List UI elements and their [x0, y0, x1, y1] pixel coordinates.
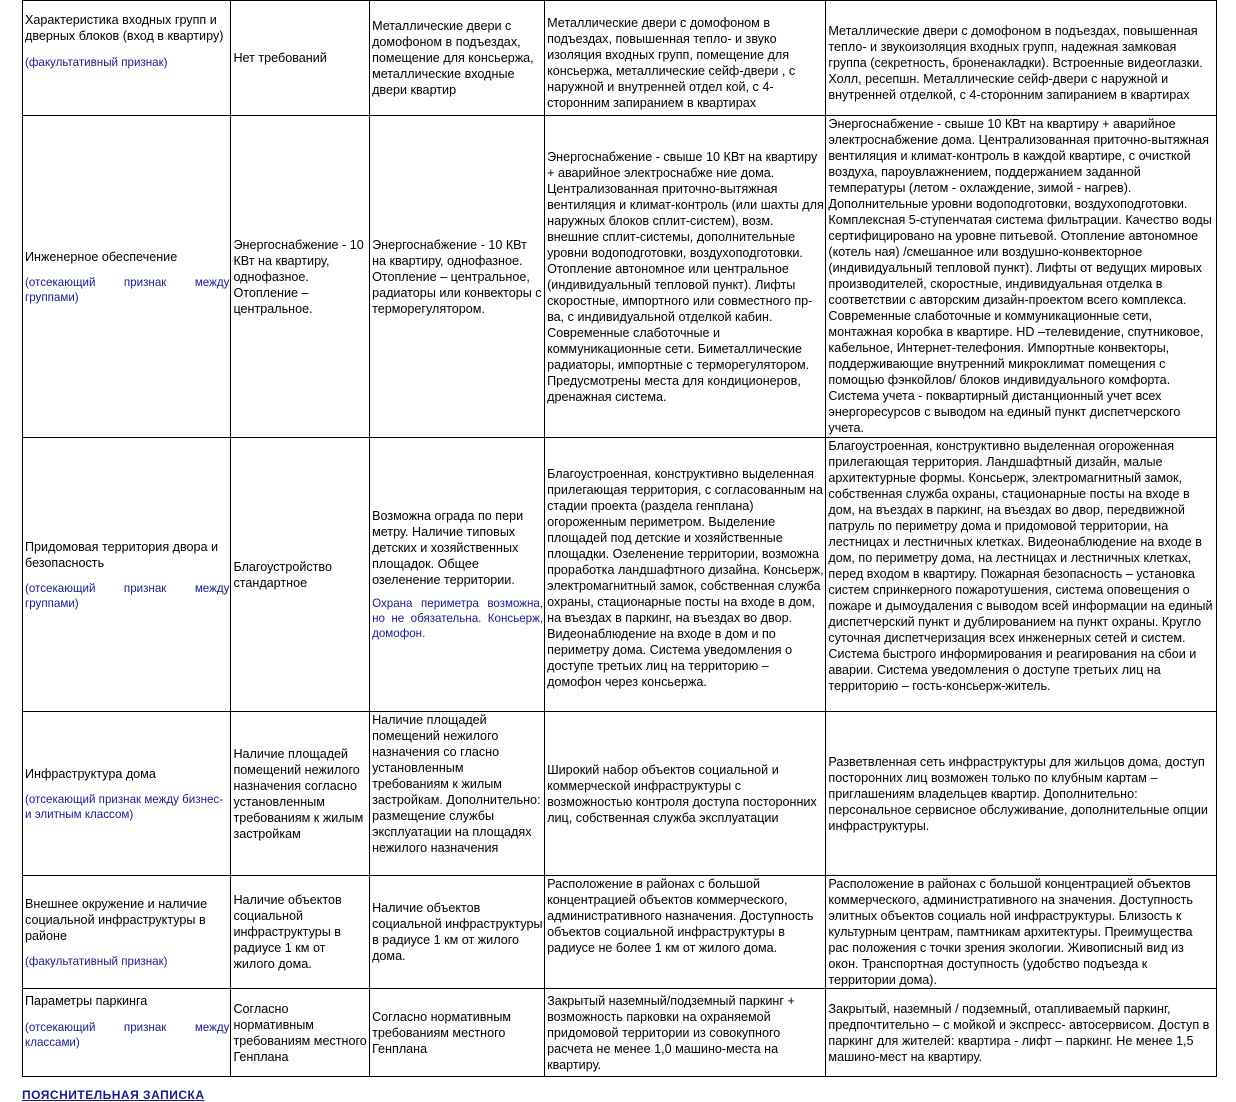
- table-row-entrance-groups: [23, 1, 1217, 116]
- criterion-label: Инфраструктура дома: [25, 766, 156, 781]
- business-class-cell: Энергоснабжение - свыше 10 КВт на квартиру + аварийное электроснабже ние дома. Централизованная приточно-вытяжная вентиляция и климат-контроль (или шахты для наружных блоков сплит-систем), возм. внешние сплит-системы, дополнительные уровни водоподготовки, воздухоподготовки. Отопление автономное или центральное (индивидуальный тепловой пункт). Лифты скоростные, импортного или совместного пр-ва, с индивидуальной отделкой кабин. Современные слаботочные и коммуникационные сети. Биметаллические радиаторы, импортные с терморегулятором. Предусмотрены места для кондиционеров, дренажная система.: [545, 116, 826, 438]
- elite-class-cell: Расположение в районах с большой концентрацией объектов коммерческого, административного на значения. Доступность элитных объектов социаль ной инфраструктуры. Близость к культурным центрам, памтникам архитектуры. Преимущества рас положения с точки зрения экологии. Живописный вид из окон. Транспортная доступность (удобство подъезда к территории дома).: [826, 876, 1217, 989]
- business-class-cell: Широкий набор объектов социальной и коммерческой инфраструктуры с возможностью контроля доступа посторонних лиц, собственная служба эксплуатации: [545, 712, 826, 876]
- table-row-courtyard-security: [23, 438, 1217, 712]
- economy-class-cell: Наличие площадей помещений нежилого назначения согласно установленным требованиям к жилым застройкам: [231, 712, 370, 876]
- comfort-class-cell: Наличие объектов социальной инфраструктуры в радиусе 1 км от жилого дома.: [370, 876, 545, 989]
- criterion-cell: [23, 1, 231, 116]
- economy-class-cell: Благоустройство стандартное: [231, 438, 370, 712]
- business-class-cell: Металлические двери с домофоном в подъездах, повышенная тепло- и звуко изоляция входных групп, помещение для консьержа, металлические сейф-двери , с наружной и внутренней отдел кой, с 4-сторонним запиранием в квартирах: [545, 1, 826, 116]
- elite-class-cell: Благоустроенная, конструктивно выделенная огороженная прилегающая территория. Ландшафтный дизайн, малые архитектурные формы. Консьерж, электромагнитный замок, собственная служба охраны, стационарные посты на входе в дом, на въездах в паркинг, на въездах во двор, передвижной патруль по периметру дома и придомовой территории, на лестницах и лестничных клетках. Видеонаблюдение на входе в дом, по периметру дома, на лестницах и лестничных клетках, перед входом в квартиру. Пожарная безопасность – установка систем спринкерного пожаротушения, система оповещения о пожаре и дымоудаления с выводом всей информации на единый диспетчерский пункт и дублированием на пункт охраны. Кругло суточная диспетчеризация всех инженерных сетей и систем. Система быстрого информирования и реагирования на сбои и аварии. Система уведомления о доступе третьих лиц на территорию – гость-консьерж-житель.: [826, 438, 1217, 712]
- criterion-cell: [23, 438, 231, 712]
- comfort-class-note: Охрана периметра возможна, но не обязательна. Консьерж, домофон.: [372, 597, 544, 640]
- explanatory-note-link[interactable]: ПОЯСНИТЕЛЬНАЯ ЗАПИСКА: [22, 1088, 205, 1102]
- criterion-note: (отсекающий признак между бизнес- и элитным классом): [25, 792, 224, 821]
- criterion-cell: [23, 876, 231, 989]
- criterion-note: (отсекающий признак между классами): [25, 1021, 230, 1049]
- economy-class-cell: Энергоснабжение - 10 КВт на квартиру, однофазное. Отопление – центральное.: [231, 116, 370, 438]
- comfort-class-text: Возможна ограда по пери метру. Наличие типовых детских и хозяйственных площадок. Общее озеленение территории.: [372, 509, 524, 587]
- criterion-label: Внешнее окружение и наличие социальной инфраструктуры в районе: [25, 896, 208, 943]
- elite-class-cell: Разветвленная сеть инфраструктуры для жильцов дома, доступ посторонних лиц возможен только по клубным картам – приглашениям владельцев квартир. Дополнительно: персональное сервисное обслуживание, дополнительные опции инфраструктуры.: [826, 712, 1217, 876]
- criterion-cell: [23, 712, 231, 876]
- elite-class-cell: Закрытый, наземный / подземный, отапливаемый паркинг, предпочтительно – с мойкой и экспресс- автосервисом. Доступ в паркинг для жителей: квартира - лифт – паркинг. Не менее 1,5 машино-мест на квартиру.: [826, 989, 1217, 1077]
- comfort-class-cell: Наличие площадей помещений нежилого назначения со гласно установленным требованиям к жилым застройкам. Дополнительно: размещение службы эксплуатации на площадях нежилого назначения: [370, 712, 545, 876]
- criterion-label: Инженерное обеспечение: [25, 249, 178, 264]
- comfort-class-cell: Согласно нормативным требованиям местного Генплана: [370, 989, 545, 1077]
- criterion-note: (факультативный признак): [25, 56, 168, 69]
- comfort-class-cell: Металлические двери с домофоном в подъездах, помещение для консьержа, металлические входные двери квартир: [370, 1, 545, 116]
- criterion-label: Параметры паркинга: [25, 994, 148, 1008]
- criterion-note: (отсекающий признак между группами): [25, 581, 230, 610]
- table-row-house-infrastructure: [23, 712, 1217, 876]
- housing-class-criteria-table: [22, 0, 1217, 1077]
- criterion-note: (факультативный признак): [25, 954, 168, 968]
- business-class-cell: Закрытый наземный/подземный паркинг + возможность парковки на охраняемой придомовой территории из совокупного расчета не менее 1,0 машино-места на квартиру.: [545, 989, 826, 1077]
- economy-class-cell: Наличие объектов социальной инфраструктуры в радиусе 1 км от жилого дома.: [231, 876, 370, 989]
- business-class-cell: Расположение в районах с большой концентрацией объектов коммерческого, административного назначения. Доступность объектов социальной инфраструктуры в радиусе не более 1 км от жилого дома.: [545, 876, 826, 989]
- economy-class-cell: Согласно нормативным требованиям местного Генплана: [231, 989, 370, 1077]
- elite-class-cell: Энергоснабжение - свыше 10 КВт на квартиру + аварийное электроснабжение дома. Централизованная приточно-вытяжная вентиляция и климат-контроль в каждой квартире, с очисткой воздуха, пароувлажнением, поддержанием заданной температуры (летом - охлаждение, зимой - нагрев). Дополнительные уровни водоподготовки, воздухоподготовки. Комплексная 5-ступенчатая система фильтрации. Качество воды сертифицировано на уровне питьевой. Отопление автономное (котель ная) /смешанное или воздушно-конвекторное (индивидуальный тепловой пункт). Лифты от ведущих мировых производителей, скоростные, индивидуальная отделка в соответствии с авторским дизайн-проектом всего комплекса. Современные слаботочные и коммуникационные сети, монтажная коробка в квартире. HD –телевидение, спутниковое, кабельное, Интернет-телефония. Импортные конвекторы, поддерживающие внутренний микроклимат помещения с помощью фэнкойлов/ блоков индивидуального комфорта. Система учета - поквартирный дистанционный учет всех энергоресурсов с выводом на единый пункт диспетчерского учета.: [826, 116, 1217, 438]
- class-comparison-table-wrapper: [22, 0, 1217, 1077]
- table-row-engineering: [23, 116, 1217, 438]
- economy-class-cell: Нет требований: [231, 1, 370, 116]
- criterion-note: (отсекающий признак между группами): [25, 275, 230, 304]
- table-row-parking: [23, 989, 1217, 1077]
- comfort-class-cell: [370, 438, 545, 712]
- criterion-label: Придомовая территория двора и безопасность: [25, 539, 219, 570]
- criterion-cell: [23, 116, 231, 438]
- comfort-class-cell: Энергоснабжение - 10 КВт на квартиру, однофазное. Отопление – центральное, радиаторы или конвекторы с терморегулятором.: [370, 116, 545, 438]
- elite-class-cell: Металлические двери с домофоном в подъездах, повышенная тепло- и звукоизоляция входных групп, надежная замковая группа (секретность, броненакладки). Встроенные видеоглазки. Холл, ресепшн. Металлические сейф-двери с наружной и внутренней отделкой, с 4-сторонним запиранием в квартирах: [826, 1, 1217, 116]
- criterion-label: Характеристика входных групп и дверных блоков (вход в квартиру): [25, 13, 224, 43]
- business-class-cell: Благоустроенная, конструктивно выделенная прилегающая территория, с согласованным на стадии проекта (раздела генплана) огороженным периметром. Выделение площадей под детские и хозяйственные площадки. Озеленение территории, возможна проработка ландшафтного дизайна. Консьерж, электромагнитный замок, собственная служба охраны, стационарные посты на входе в дом, на въездах в паркинг, на въездах во двор. Видеонаблюдение на входе в дом и по периметру дома. Система уведомления о доступе третьих лиц на территорию – домофон через консьержа.: [545, 438, 826, 712]
- criterion-cell: [23, 989, 231, 1077]
- table-row-external-environment: [23, 876, 1217, 989]
